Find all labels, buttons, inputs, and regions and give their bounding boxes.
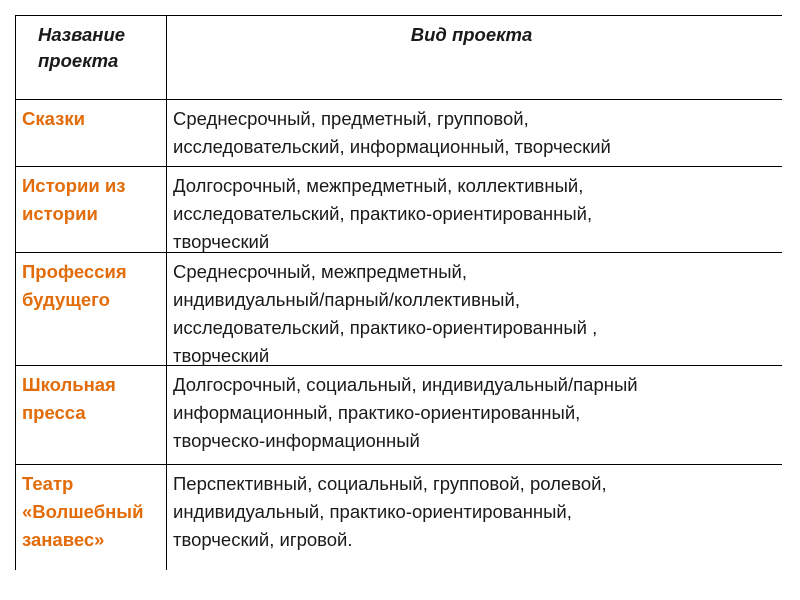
row-5-project-name: Театр «Волшебный занавес» — [16, 465, 166, 576]
row-4-project-type: Долгосрочный, социальный, индивидуальный/парный информационный, практико-ориентированный, творческо-информационный — [167, 366, 784, 464]
header-project-type: Вид проекта — [167, 16, 784, 99]
row-2-project-name: Истории из истории — [16, 167, 166, 252]
projects-table — [15, 15, 782, 570]
row-4-project-name: Школьная пресса — [16, 366, 166, 464]
row-1-project-name: Сказки — [16, 100, 166, 166]
row-3-project-type: Среднесрочный, межпредметный, индивидуальный/парный/коллективный, исследовательский, практико-ориентированный , творческий — [167, 253, 784, 365]
row-2-project-type: Долгосрочный, межпредметный, коллективный, исследовательский, практико-ориентированный, творческий — [167, 167, 784, 252]
row-5-project-type: Перспективный, социальный, групповой, ролевой, индивидуальный, практико-ориентированный, творческий, игровой. — [167, 465, 784, 576]
header-project-name: Название проекта — [16, 16, 166, 99]
row-3-project-name: Профессия будущего — [16, 253, 166, 365]
row-1-project-type: Среднесрочный, предметный, групповой, исследовательский, информационный, творческий — [167, 100, 784, 166]
